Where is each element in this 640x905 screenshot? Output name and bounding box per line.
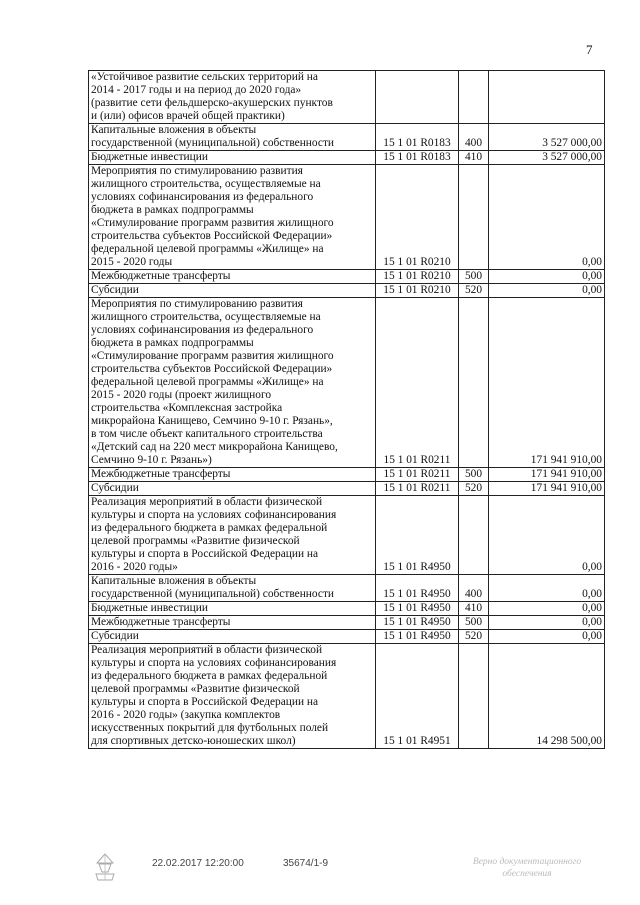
row-name: Реализация мероприятий в области физической культуры и спорта на условиях софинансирования из федерального бюджета в рамках федеральной целевой программы «Развитие физической культуры и спорта в Российской Федерации на 2016 - 2020 годы» (89, 496, 376, 575)
row-type (459, 644, 489, 749)
row-code: 15 1 01 R0210 (376, 270, 459, 284)
row-code: 15 1 01 R4950 (376, 575, 459, 602)
row-code: 15 1 01 R0210 (376, 284, 459, 298)
row-type: 520 (459, 284, 489, 298)
table-row (89, 270, 605, 284)
row-name: Капитальные вложения в объекты государственной (муниципальной) собственности (89, 124, 376, 151)
row-amount: 14 298 500,00 (489, 644, 605, 749)
row-code: 15 1 01 R0211 (376, 482, 459, 496)
row-amount: 171 941 910,00 (489, 482, 605, 496)
row-type: 400 (459, 575, 489, 602)
certification-watermark-image (452, 854, 602, 880)
footer-doc-id: 35674/1-9 (283, 858, 329, 869)
row-type: 500 (459, 616, 489, 630)
row-code: 15 1 01 R0211 (376, 298, 459, 468)
row-name: Субсидии (89, 284, 376, 298)
row-amount: 3 527 000,00 (489, 124, 605, 151)
row-name: Межбюджетные трансферты (89, 468, 376, 482)
row-name: Реализация мероприятий в области физической культуры и спорта на условиях софинансирования из федерального бюджета в рамках федеральной целевой программы «Развитие физической культуры и спорта в Российской Федерации на 2016 - 2020 годы» (закупка комплектов искусственных покрытий для футбольных полей для спортивных детско-юношеских школ) (89, 644, 376, 749)
table-row (89, 575, 605, 602)
svg-text:Верно документационного: Верно документационного (472, 857, 582, 867)
table-row (89, 602, 605, 616)
row-type: 410 (459, 151, 489, 165)
table-row (89, 482, 605, 496)
row-name: Бюджетные инвестиции (89, 151, 376, 165)
row-amount: 171 941 910,00 (489, 298, 605, 468)
row-code: 15 1 01 R4950 (376, 602, 459, 616)
row-name: Межбюджетные трансферты (89, 270, 376, 284)
row-type (459, 298, 489, 468)
row-amount: 0,00 (489, 616, 605, 630)
table-row (89, 298, 605, 468)
footer-date: 22.02.2017 12:20:00 (152, 858, 244, 869)
row-name: «Устойчивое развитие сельских территорий на 2014 - 2017 годы и на период до 2020 года» (развитие сети фельдшерско-акушерских пунктов и (или) офисов врачей общей практики) (89, 71, 376, 124)
row-type: 400 (459, 124, 489, 151)
row-code: 15 1 01 R0183 (376, 151, 459, 165)
table-row (89, 71, 605, 124)
row-type (459, 496, 489, 575)
row-type (459, 165, 489, 270)
row-code: 15 1 01 R0211 (376, 468, 459, 482)
budget-table-body (89, 71, 605, 749)
budget-table (88, 70, 605, 749)
row-amount: 0,00 (489, 575, 605, 602)
table-row (89, 284, 605, 298)
row-amount: 0,00 (489, 284, 605, 298)
page-number: 7 (586, 42, 593, 57)
table-row (89, 468, 605, 482)
row-code: 15 1 01 R4950 (376, 630, 459, 644)
row-amount: 0,00 (489, 630, 605, 644)
row-name: Субсидии (89, 482, 376, 496)
row-amount: 171 941 910,00 (489, 468, 605, 482)
table-row (89, 124, 605, 151)
table-row (89, 165, 605, 270)
registration-stamp-icon (92, 852, 118, 882)
row-amount: 0,00 (489, 270, 605, 284)
row-amount (489, 71, 605, 124)
row-code (376, 71, 459, 124)
row-type: 410 (459, 602, 489, 616)
svg-text:обеспечения: обеспечения (502, 869, 552, 879)
row-amount: 0,00 (489, 165, 605, 270)
row-code: 15 1 01 R0210 (376, 165, 459, 270)
certification-watermark (452, 854, 602, 884)
row-name: Межбюджетные трансферты (89, 616, 376, 630)
row-name: Субсидии (89, 630, 376, 644)
row-name: Мероприятия по стимулированию развития жилищного строительства, осуществляемые на условиях софинансирования из федерального бюджета в рамках подпрограммы «Стимулирование программ развития жилищного строительства субъектов Российской Федерации» федеральной целевой программы «Жилище» на 2015 - 2020 годы (89, 165, 376, 270)
table-row (89, 630, 605, 644)
table-row (89, 616, 605, 630)
table-row (89, 644, 605, 749)
row-code: 15 1 01 R4950 (376, 496, 459, 575)
table-row (89, 496, 605, 575)
row-code: 15 1 01 R4950 (376, 616, 459, 630)
row-type: 520 (459, 482, 489, 496)
row-type: 500 (459, 468, 489, 482)
row-name: Мероприятия по стимулированию развития жилищного строительства, осуществляемые на условиях софинансирования из федерального бюджета в рамках подпрограммы «Стимулирование программ развития жилищного строительства субъектов Российской Федерации» федеральной целевой программы «Жилище» на 2015 - 2020 годы (проект жилищного строительства «Комплексная застройка микрорайона Канищево, Семчино 9-10 г. Рязань», в том числе объект капитального строительства «Детский сад на 220 мест микрорайона Канищево, Семчино 9-10 г. Рязань») (89, 298, 376, 468)
row-type (459, 71, 489, 124)
table-row (89, 151, 605, 165)
row-code: 15 1 01 R4951 (376, 644, 459, 749)
row-amount: 0,00 (489, 602, 605, 616)
row-amount: 0,00 (489, 496, 605, 575)
row-name: Бюджетные инвестиции (89, 602, 376, 616)
row-code: 15 1 01 R0183 (376, 124, 459, 151)
page-footer (0, 852, 640, 892)
row-amount: 3 527 000,00 (489, 151, 605, 165)
row-name: Капитальные вложения в объекты государственной (муниципальной) собственности (89, 575, 376, 602)
row-type: 500 (459, 270, 489, 284)
row-type: 520 (459, 630, 489, 644)
